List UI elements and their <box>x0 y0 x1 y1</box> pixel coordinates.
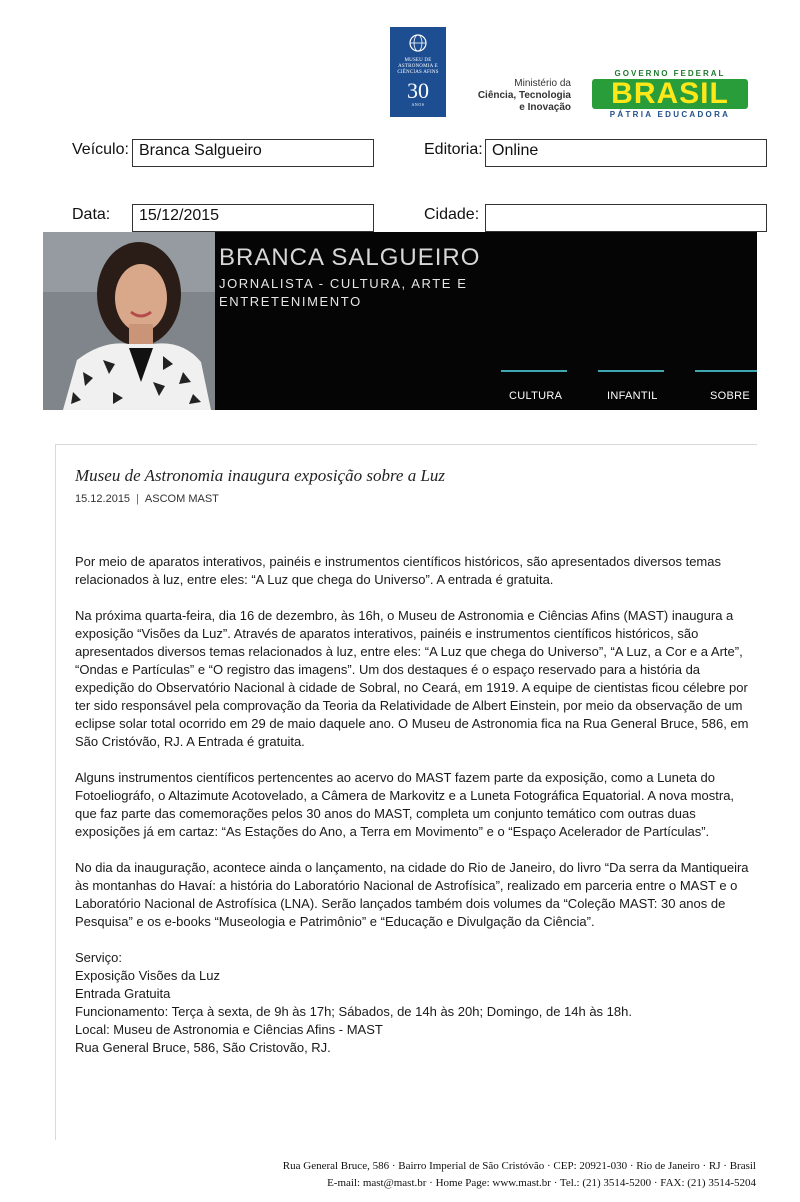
mast-logo-text: MUSEU DE ASTRONOMIA E CIÊNCIAS AFINS <box>397 58 439 75</box>
editoria-field[interactable]: Online <box>485 139 767 167</box>
data-field[interactable]: 15/12/2015 <box>132 204 374 232</box>
ministry-line1: Ministério da <box>514 78 571 89</box>
ministry-line3: e Inovação <box>519 102 571 113</box>
blog-header-banner <box>43 232 757 410</box>
article-author[interactable]: ASCOM MAST <box>144 493 219 505</box>
article-border-left <box>55 444 56 1140</box>
nav-underline-sobre <box>695 370 757 372</box>
mast-30-anos-logo <box>390 27 446 117</box>
article-paragraph: Por meio de aparatos interativos, painéis e instrumentos científicos históricos, são apresentados diversos temas relacionados à luz, entre eles: “A Luz que chega do Universo”. A entrada é gratuita. <box>75 554 721 587</box>
author-portrait <box>43 232 215 410</box>
nav-underline-cultura <box>501 370 567 372</box>
meta-separator: | <box>136 493 139 505</box>
mast-logo-anos: ANOS <box>411 102 425 107</box>
mast-logo-number: 30 <box>407 78 429 103</box>
service-line: Entrada Gratuita <box>75 986 171 1001</box>
article-border-top <box>55 444 757 445</box>
blog-title: BRANCA SALGUEIRO <box>219 244 481 271</box>
gov-brand: BRASIL <box>592 79 748 109</box>
veiculo-label: Veículo: <box>72 141 129 158</box>
blog-subtitle: JORNALISTA - CULTURA, ARTE E ENTRETENIMENTO <box>219 276 468 309</box>
service-line: Rua General Bruce, 586, São Cristovão, RJ. <box>75 1040 331 1055</box>
article-paragraph: Alguns instrumentos científicos pertencentes ao acervo do MAST fazem parte da exposição, como a Luneta do Fotoeliográfo, o Altazimute Acotovelado, a Câmera de Markovitz e a Luneta Fotográfica Equatorial. A nova mostra, que faz parte das comemorações pelos 30 anos do MAST, completa um conjunto temático com outras duas exposições já em cartaz: “As Estações do Ano, a Terra em Movimento” e o “Espaço Acelerador de Partículas”. <box>75 770 735 839</box>
article-date: 15.12.2015 <box>75 493 131 505</box>
nav-cultura[interactable]: CULTURA <box>509 390 563 402</box>
footer-address: Rua General Bruce, 586 · Bairro Imperial de São Cristóvão · CEP: 20921-030 · Rio de Janeiro · RJ · Brasil <box>282 1160 756 1172</box>
author-photo <box>43 232 215 410</box>
cidade-field[interactable] <box>485 204 767 232</box>
editoria-label: Editoria: <box>424 141 483 158</box>
ministry-line2: Ciência, Tecnologia <box>477 90 571 101</box>
veiculo-field[interactable]: Branca Salgueiro <box>132 139 374 167</box>
article-meta <box>75 493 219 505</box>
service-heading: Serviço: <box>75 950 122 965</box>
data-label: Data: <box>72 206 111 223</box>
service-line: Funcionamento: Terça à sexta, de 9h às 17h; Sábados, de 14h às 20h; Domingo, de 14h às 18h. <box>75 1004 632 1019</box>
article-paragraph: Na próxima quarta-feira, dia 16 de dezembro, às 16h, o Museu de Astronomia e Ciências Afins (MAST) inaugura a exposição “Visões da Luz”. Através de aparatos interativos, painéis e instrumentos científicos históricos, são apresentados diversos temas relacionados à luz, entre eles: “A Luz que chega do Universo”, “A Luz, a Cor e a Arte”, “Ondas e Partículas” e “O registro das imagens”. Um dos destaques é o espaço reservado para a história da expedição do Observatório Nacional à cidade de Sobral, no Ceará, em 1919. A equipe de cientistas ficou célebre por ter sido responsável pela comprovação da Teoria da Relatividade de Albert Einstein, por meio da observação de um eclipse solar total ocorrido em 29 de maio daquele ano. O Museu de Astronomia fica na Rua General Bruce, 586, em São Cristóvão, RJ. A Entrada é gratuita. <box>75 608 749 749</box>
nav-underline-infantil <box>598 370 664 372</box>
cidade-label: Cidade: <box>424 206 480 223</box>
globe-icon <box>408 33 428 53</box>
nav-sobre[interactable]: SOBRE <box>710 390 751 402</box>
service-line: Exposição Visões da Luz <box>75 968 221 983</box>
article-body <box>75 553 751 1057</box>
service-line: Local: Museu de Astronomia e Ciências Afins - MAST <box>75 1022 383 1037</box>
footer-contact: E-mail: mast@mast.br · Home Page: www.mast.br · Tel.: (21) 3514-5200 · FAX: (21) 3514-5204 <box>327 1177 756 1189</box>
nav-infantil[interactable]: INFANTIL <box>607 390 658 402</box>
article-paragraph: No dia da inauguração, acontece ainda o lançamento, na cidade do Rio de Janeiro, do livro “Da serra da Mantiqueira às montanhas do Havaí: a história do Laboratório Nacional de Astrofísica”, realizado em parceria entre o MAST e o Laboratório Nacional de Astrofísica (LNA). Serão lançados também dois volumes da “Coleção MAST: 30 anos de Pesquisa” e os e-books “Museologia e Patrimônio” e “Educação e Divulgação da Ciência”. <box>75 860 749 929</box>
page-footer <box>150 1158 756 1192</box>
article-title[interactable]: Museu de Astronomia inaugura exposição sobre a Luz <box>75 466 446 485</box>
gov-top-text: GOVERNO FEDERAL <box>614 69 726 78</box>
governo-federal-logo <box>592 69 748 120</box>
ministry-logo <box>461 78 571 114</box>
gov-tagline: PÁTRIA EDUCADORA <box>609 110 731 119</box>
